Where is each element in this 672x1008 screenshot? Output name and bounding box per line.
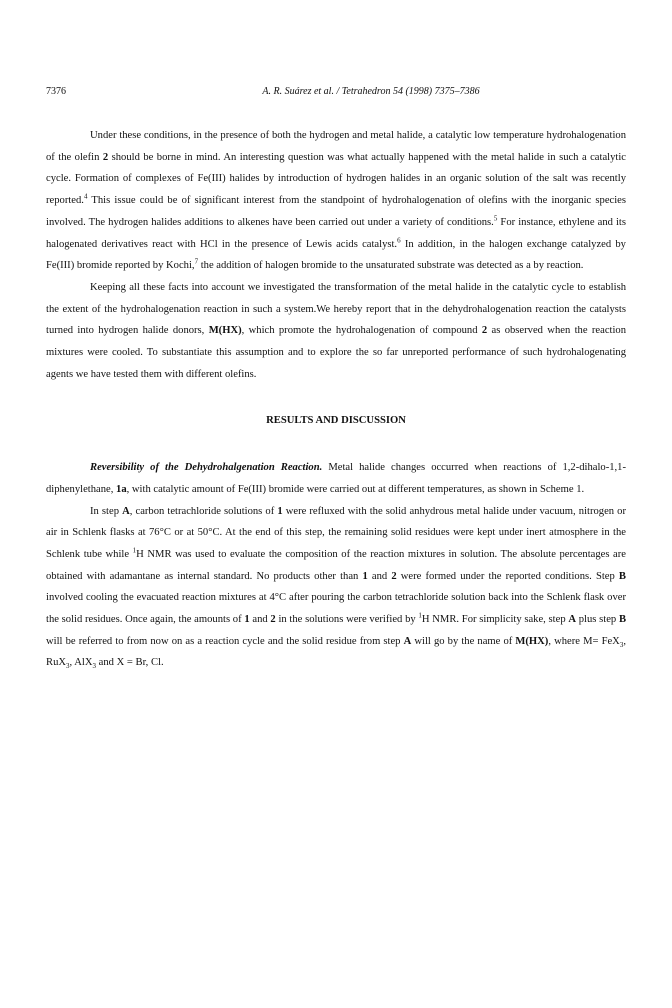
compound-ref: M(HX) bbox=[515, 635, 549, 647]
text-run: H NMR. For simplicity sake, step bbox=[421, 614, 569, 626]
text-run: For instance, ethylene and its halogenated derivatives react with HCl in the presence of Lewis acids catalyst. bbox=[46, 216, 627, 250]
step-ref: B bbox=[618, 614, 627, 626]
page-number: 7376 bbox=[46, 86, 66, 97]
text-run: in the solutions were verified by bbox=[275, 614, 419, 626]
text-run: will go by the name of bbox=[411, 635, 516, 647]
compound-ref: 2 bbox=[391, 570, 397, 582]
section-heading: RESULTS AND DISCUSSION bbox=[266, 415, 406, 427]
article-body bbox=[46, 125, 626, 674]
compound-ref: 1 bbox=[362, 570, 368, 582]
text-run: , which promote the hydrohalogenation of compound bbox=[241, 325, 482, 337]
text-run: Metal halide changes occurred when reactions of 1,2-dihalo-1,1-diphenylethane, bbox=[46, 462, 627, 495]
compound-ref: 2 bbox=[481, 325, 488, 337]
formula-subscript: 3 bbox=[66, 662, 70, 671]
compound-ref: 1a bbox=[116, 483, 127, 495]
step-ref: A bbox=[403, 635, 412, 647]
text-run: involved cooling the evacuated reaction mixtures at 4°C after pouring the carbon tetrachloride solution back into the Schlenk flask over the solid residues. Once again, the amounts of bbox=[46, 592, 626, 626]
run-in-heading: Reversibility of the Dehydrohalgenation Reaction. bbox=[90, 462, 323, 474]
text-run: plus step bbox=[576, 614, 619, 626]
compound-ref: 1 bbox=[244, 614, 250, 626]
compound-ref: M(HX) bbox=[208, 325, 242, 337]
isotope-superscript: 1 bbox=[418, 611, 422, 620]
step-ref: A bbox=[568, 614, 577, 626]
step-ref: A bbox=[122, 505, 130, 517]
text-run: , with catalytic amount of Fe(III) bromide were carried out at different temperatures, as shown in Scheme 1. bbox=[126, 483, 585, 495]
running-head: A. R. Suárez et al. / Tetrahedron 54 (1998) 7375–7386 bbox=[262, 86, 480, 97]
text-run: as observed when the reaction mixtures were cooled. To substantiate this assumption and to explore the so far unreported performance of such hydrohalogenating agents we have tested them with different olefins. bbox=[46, 325, 626, 380]
paragraph-1 bbox=[46, 125, 626, 277]
text-run: were refluxed with the solid anhydrous metal halide under vacuum, nitrogen or air in Schlenk flasks at 76°C or at 50°C. At the end of this step, the remaining solid residues were kept under inert atmosphere in the Schlenk tube while bbox=[46, 505, 627, 560]
text-run: In step bbox=[90, 505, 123, 517]
paragraph-2 bbox=[46, 277, 626, 386]
formula-subscript: 3 bbox=[619, 640, 624, 649]
text-run: Under these conditions, in the presence of both the hydrogen and metal halide, a catalytic low temperature hydrohalogenation of the olefin bbox=[46, 130, 626, 163]
compound-ref: 1 bbox=[277, 505, 283, 517]
text-run: will be referred to from now on as a reaction cycle and the solid residue from step bbox=[46, 635, 404, 647]
text-run: , carbon tetrachloride solutions of bbox=[129, 505, 278, 517]
formula-subscript: 3 bbox=[92, 662, 96, 671]
text-run: Keeping all these facts into account we investigated the transformation of the metal halide in the catalytic cycle to establish the extent of the hydrohalogenation reaction in such a system.We hereby report that in the dehydrohalogenation reaction the catalysts turned into hydrogen halide donors, bbox=[46, 281, 626, 337]
text-run: and bbox=[367, 570, 392, 582]
text-run: and bbox=[249, 614, 271, 626]
citation-ref: 4 bbox=[83, 192, 88, 201]
isotope-superscript: 1 bbox=[132, 546, 137, 555]
text-run: , where M= FeX bbox=[548, 635, 620, 647]
paragraph-4 bbox=[46, 501, 626, 675]
citation-ref: 6 bbox=[397, 235, 401, 244]
compound-ref: 2 bbox=[270, 614, 276, 626]
text-run: should be borne in mind. An interesting question was what actually happened with the metal halide in such a catalytic cycle. Formation of complexes of Fe(III) halides by introduction of hydrogen halides in an organic solution of the salt was recently reported. bbox=[46, 151, 626, 207]
text-run: This issue could be of significant interest from the standpoint of hydrohalogenation of olefins with the inorganic species involved. The hydrogen halides additions to alkenes have been carried out under a variety of conditions. bbox=[46, 195, 626, 228]
text-run: the addition of halogen bromide to the unsaturated substrate was detected as a by reaction. bbox=[198, 260, 584, 272]
paragraph-3 bbox=[46, 457, 626, 500]
text-run: H NMR was used to evaluate the composition of the reaction mixtures in solution. The absolute percentages are obtained with adamantane as internal standard. No products other than bbox=[46, 548, 626, 582]
step-ref: B bbox=[618, 570, 626, 582]
compound-ref: 2 bbox=[102, 151, 109, 163]
text-run: and X = Br, Cl. bbox=[95, 657, 164, 669]
text-run: , AlX bbox=[69, 657, 93, 669]
text-run: were formed under the reported conditions. Step bbox=[396, 570, 619, 582]
text-run: In addition, in the halogen exchange catalyzed by Fe(III) bromide reported by Kochi, bbox=[46, 238, 626, 272]
text-run: , RuX bbox=[46, 635, 626, 669]
citation-ref: 7 bbox=[194, 257, 199, 266]
citation-ref: 5 bbox=[493, 214, 498, 223]
